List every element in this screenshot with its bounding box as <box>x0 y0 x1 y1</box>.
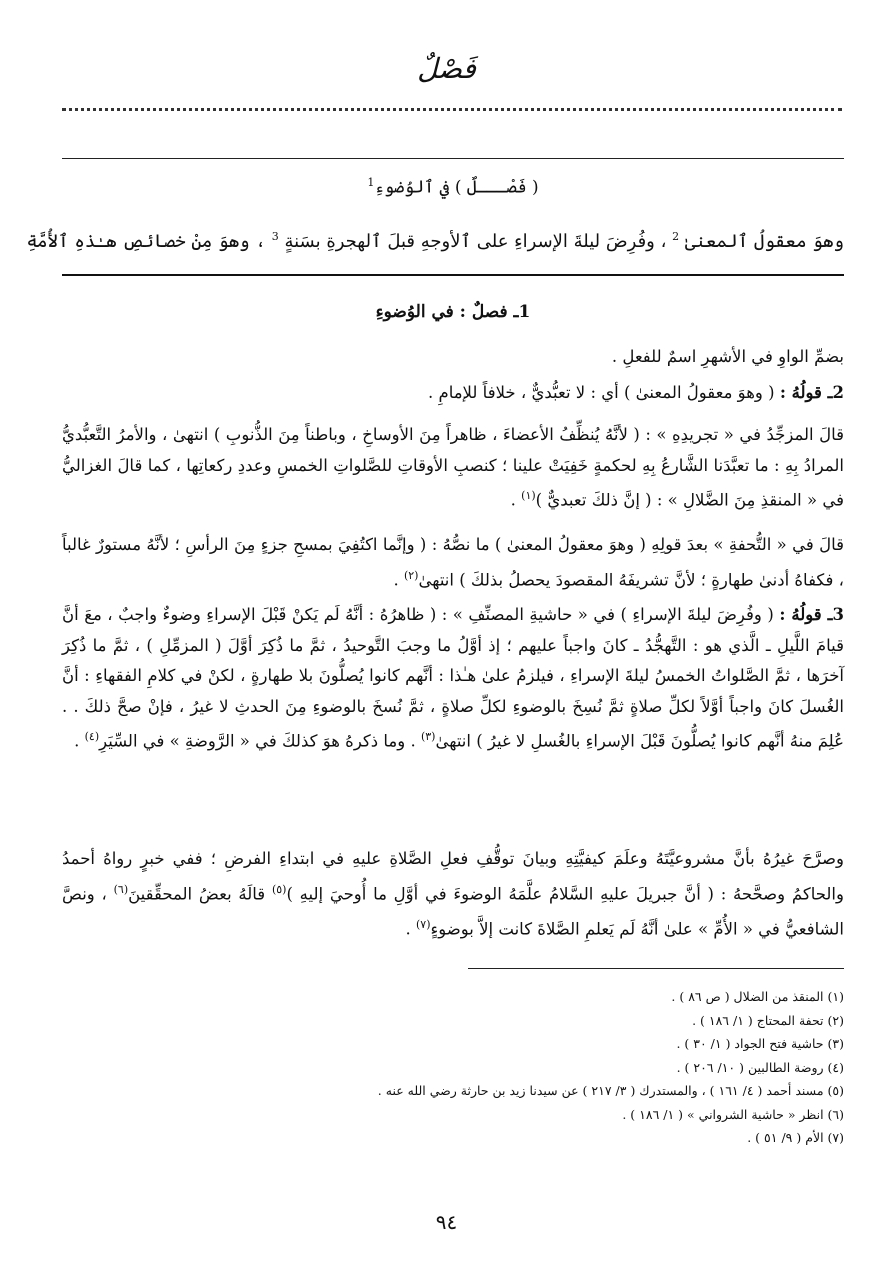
sharh-paragraph-3 <box>62 600 844 757</box>
footnote-item: (٧) الأم ( ٩/ ٥١ ) . <box>747 1130 844 1145</box>
footnote-separator <box>468 968 844 969</box>
paragraph-3-end: . <box>74 731 85 751</box>
paragraph-3-text: ( وفُرِضَ ليلةَ الإسراءِ ) في « حاشيةِ المصنِّفِ » : ( ظاهرُهُ : أنَّهُ لَم يَكنْ قَبْلَ الإسراءِ وضوءٌ واجبٌ ، معَ أنَّ قيامَ اللَّيلِ ـ الَّذي هو : التَّهجُّدُ ـ كانَ واجباً عليهم ؛ إذ أوَّلُ ما وجبَ التَّوحيدُ ، ثمَّ ما ذُكِرَ أوَّلَ ( المزمِّلِ ) ، ثمَّ ما ذُكِرَ آخرَها ، ثمَّ الصَّلواتُ الخمسُ ليلةَ الإسراءِ ، فيلزمُ علىٰ هـٰذا : أنَّهم كانوا يُصلُّونَ بلا طهارةٍ ، لكنْ في كلامِ الفقهاءِ : أنَّ الغُسلَ كانَ واجباً أوَّلاً لكلِّ صلاةٍ ثمَّ نُسِخَ بالوضوءِ لكلِّ صلاةٍ ، ثمَّ نُسخَ بالوضوءِ مِنَ الحدثِ لا غيرُ ، فإنْ صحَّ ذلكَ . . عُلِمَ منهُ أنَّهم كانوا يُصلُّونَ قَبْلَ الإسراءِ بالغُسلِ لا غيرُ ) انتهىٰ <box>62 605 844 751</box>
footnote-ref-4: (٤) <box>84 730 100 743</box>
matn-part3: ، وهوَ مِنْ خصائصِ هـٰذهِ ٱلأُمَّةِ <box>26 231 266 252</box>
paragraph-4-end: . <box>405 919 416 938</box>
matn-title-ref: 1 <box>367 176 375 189</box>
footnote-ref-6: (٦) <box>113 882 129 896</box>
footnote-item: (٣) حاشية فتح الجواد ( ١/ ٣٠ ) . <box>676 1036 844 1051</box>
footnotes <box>62 985 844 1150</box>
matn-ref3: 3 <box>271 230 279 243</box>
paragraph-2-text: قالَ في « التُّحفةِ » بعدَ قولِهِ ( وهوَ معقولُ المعنىٰ ) ما نصُّهُ : ( وإنَّما اكتُفِيَ بمسحِ جزءٍ مِنَ الرأسِ ؛ لأنَّهُ مستورٌ غالباً ، فكفاهُ أدنىٰ طهارةٍ ؛ لأنَّ تشريفَهُ المقصودَ يحصلُ بذلكَ ) انتهىٰ <box>62 535 844 589</box>
footnote-item: (١) المنقذ من الضلال ( ص ٨٦ ) . <box>671 989 844 1004</box>
matn-text <box>26 222 844 257</box>
chapter-ornament: فَصْلٌ <box>417 52 476 85</box>
dotted-divider <box>62 108 842 111</box>
matn-top-rule <box>62 158 844 159</box>
sharh-paragraph-2 <box>62 530 844 596</box>
sharh-paragraph-1 <box>62 420 844 516</box>
paragraph-1-text: قالَ المزجِّدُ في « تجريدِهِ » : ( لأنَّهُ يُنظِّفُ الأعضاءَ ، ظاهراً مِنَ الأوساخِ ، وباطناً مِنَ الذُّنوبِ ) انتهىٰ ، والأمرُ التَّعبُّديُّ المرادُ بِهِ : ما تعبَّدَنا الشَّارعُ بِهِ لحكمةٍ خَفِيَتْ علينا ؛ كنصبِ الأوقاتِ للصَّلواتِ الخمسِ وعددِ ركعاتِها ، كما قالَ الغزاليُّ في « المنقذِ مِنَ الضَّلالِ » : ( إنَّ ذلكَ تعبديٌّ ) <box>62 425 844 510</box>
sharh-label-2: 2ـ قولُهُ : <box>779 383 844 402</box>
sharh-label-3: 3ـ قولُهُ : <box>779 605 844 624</box>
footnote-item: (٦) انظر « حاشية الشرواني » ( ١/ ١٨٦ ) . <box>622 1106 844 1122</box>
sharh-line-1: بضمِّ الواوِ في الأشهرِ اسمٌ للفعلِ . <box>611 347 844 366</box>
matn-title-text: ( فَصْـــلٌ ) في ٱلوُضوءِ <box>374 177 539 198</box>
sharh-paragraph-4 <box>62 844 844 945</box>
sharh-note-2 <box>62 378 844 409</box>
matn-part1: وهوَ معقولُ ٱلمعنىٰ <box>684 231 844 252</box>
paragraph-4-mid: قالَهُ بعضُ المحقِّقينَ <box>128 884 272 903</box>
footnote-ref-7: (٧) <box>415 917 431 931</box>
footnote-ref-1: (١) <box>521 489 536 502</box>
sharh-text-2: ( وهوَ معقولُ المعنىٰ ) أي : لا تعبُّديٌّ ، خلافاً للإمامِ . <box>427 383 775 402</box>
paragraph-4-text: وصرَّحَ غيرُهُ بأنَّ مشروعيَّتَهُ وعلَمَ كيفيَّتِهِ وبيانَ توقُّفِ فعلِ الصَّلاةِ عليهِ في ابتداءِ الفرضِ ؛ ففي خبرٍ رواهُ أحمدُ والحاكمُ وصحَّحهُ : ( أنَّ جبريلَ عليهِ السَّلامُ علَّمَهُ الوضوءَ في أوَّلِ ما أُوحيَ إليهِ ) <box>62 849 844 903</box>
sharh-heading-1: 1ـ فصلٌ : في الوُضوءِ <box>375 302 531 322</box>
footnote-ref-3: (٣) <box>420 730 436 743</box>
footnote-item: (٢) تحفة المحتاج ( ١/ ١٨٦ ) . <box>692 1012 844 1028</box>
paragraph-1-end: . <box>510 490 522 510</box>
footnote-item: (٥) مسند أحمد ( ٤/ ١٦١ ) ، والمستدرك ( ٣/ ٢١٧ ) عن سيدنا زيد بن حارثة رضي الله عنه . <box>377 1083 844 1098</box>
paragraph-3-mid: . وما ذكرهُ هوَ كذلكَ في « الرَّوضةِ » في السِّيَرِ <box>99 731 421 751</box>
matn-bottom-rule <box>62 274 844 276</box>
footnote-item: (٤) روضة الطالبين ( ١٠/ ٢٠٦ ) . <box>676 1059 844 1075</box>
page-number: ٩٤ <box>435 1210 458 1234</box>
footnote-ref-2: (٢) <box>403 568 419 582</box>
paragraph-2-end: . <box>393 570 404 589</box>
footnote-ref-5: (٥) <box>271 882 287 896</box>
paragraph-4-mid2: ، ونصَّ الشافعيُّ في « الأُمِّ » علىٰ أنَّهُ لَم يَعلمِ الصَّلاةَ كانت إلاَّ بوضوءٍ <box>62 884 844 938</box>
matn-part2: ، وفُرِضَ ليلةَ الإسراءِ على ٱلأوجهِ قبلَ ٱلهجرةِ بسَنةٍ <box>284 231 667 252</box>
matn-ref2: 2 <box>672 230 680 243</box>
matn-title <box>62 176 844 198</box>
